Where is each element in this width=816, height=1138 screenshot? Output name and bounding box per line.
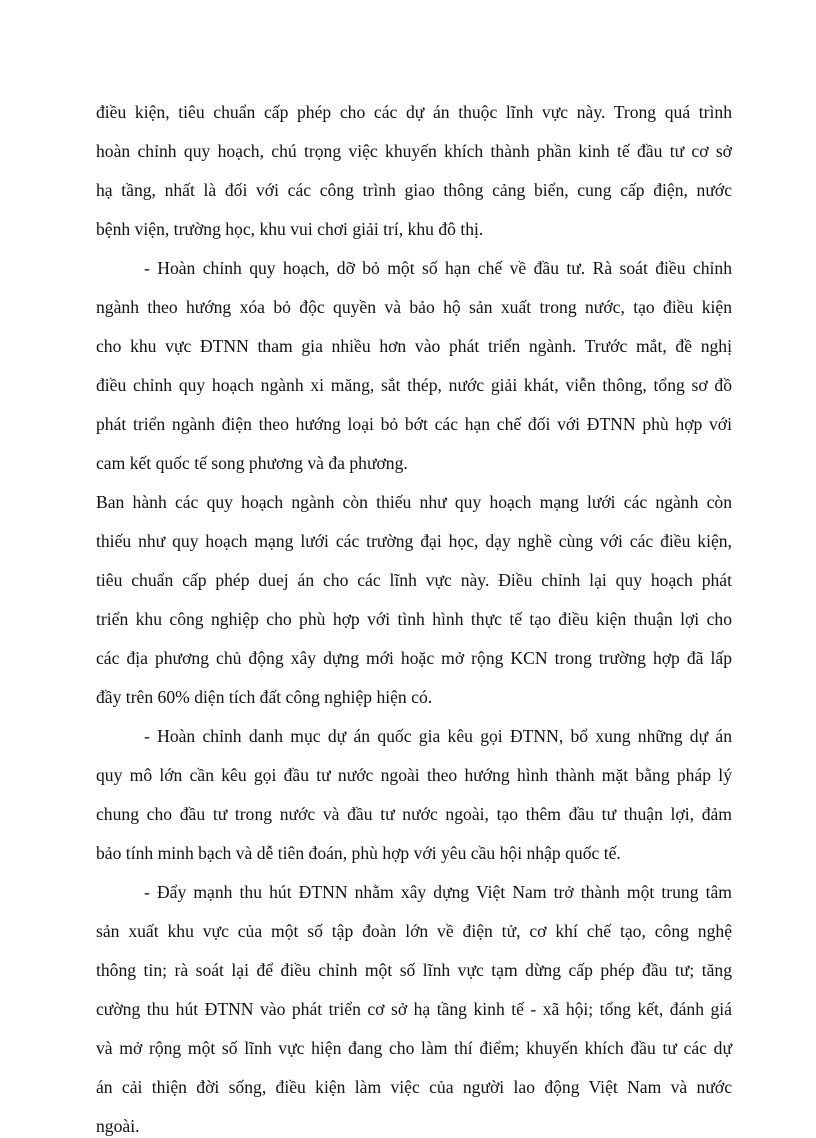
paragraph-line: và mở rộng một số lĩnh vực hiện đang cho làm thí điểm; khuyến khích đầu tư các dự (96, 1038, 732, 1058)
paragraph-line: ngoài. (96, 1116, 140, 1136)
paragraph-line: cường thu hút ĐTNN vào phát triển cơ sở hạ tầng kinh tế - xã hội; tổng kết, đánh giá (96, 999, 732, 1019)
paragraph-line: - Hoàn chỉnh quy hoạch, dỡ bỏ một số hạn chế về đầu tư. Rà soát điều chỉnh (144, 258, 732, 278)
paragraph-line: ngành theo hướng xóa bỏ độc quyền và bảo hộ sản xuất trong nước, tạo điều kiện (96, 297, 732, 317)
paragraph-line: các địa phương chủ động xây dựng mới hoặc mở rộng KCN trong trường hợp đã lấp (96, 648, 732, 668)
paragraph-line: đầy trên 60% diện tích đất công nghiệp hiện có. (96, 687, 433, 707)
paragraph-line: bệnh viện, trường học, khu vui chơi giải trí, khu đô thị. (96, 219, 484, 239)
paragraph-line: quy mô lớn cần kêu gọi đầu tư nước ngoài theo hướng hình thành mặt bằng pháp lý (96, 765, 732, 785)
paragraph-line: hạ tầng, nhất là đối với các công trình giao thông cảng biển, cung cấp điện, nước (96, 180, 732, 200)
paragraph-line: cho khu vực ĐTNN tham gia nhiều hơn vào phát triển ngành. Trước mắt, đề nghị (96, 336, 732, 356)
paragraph-line: án cải thiện đời sống, điều kiện làm việc của người lao động Việt Nam và nước (96, 1077, 732, 1097)
paragraph-line: thiếu như quy hoạch mạng lưới các trường đại học, dạy nghề cùng với các điều kiện, (96, 531, 732, 551)
paragraph-line: phát triển ngành điện theo hướng loại bỏ bớt các hạn chế đối với ĐTNN phù hợp với (96, 414, 732, 434)
paragraph-line: thông tin; rà soát lại để điều chỉnh một số lĩnh vực tạm dừng cấp phép đầu tư; tăng (96, 960, 732, 980)
paragraph-line: Ban hành các quy hoạch ngành còn thiếu như quy hoạch mạng lưới các ngành còn (96, 492, 732, 512)
paragraph-line: triển khu công nghiệp cho phù hợp với tình hình thực tế tạo điều kiện thuận lợi cho (96, 609, 732, 629)
paragraph-line: điều kiện, tiêu chuẩn cấp phép cho các dự án thuộc lĩnh vực này. Trong quá trình (96, 102, 732, 122)
paragraph-line: - Hoàn chỉnh danh mục dự án quốc gia kêu gọi ĐTNN, bổ xung những dự án (144, 726, 732, 746)
paragraph-line: bảo tính minh bạch và dễ tiên đoán, phù hợp với yêu cầu hội nhập quốc tế. (96, 843, 621, 863)
paragraph-line: - Đẩy mạnh thu hút ĐTNN nhằm xây dựng Việt Nam trở thành một trung tâm (144, 882, 732, 902)
paragraph-line: hoàn chỉnh quy hoạch, chú trọng việc khuyến khích thành phần kinh tế đầu tư cơ sở (96, 141, 732, 161)
paragraph-line: điều chỉnh quy hoạch ngành xi măng, sắt thép, nước giải khát, viễn thông, tổng sơ đồ (96, 375, 732, 395)
paragraph-line: cam kết quốc tế song phương và đa phương. (96, 453, 408, 473)
paragraph-line: tiêu chuẩn cấp phép duej án cho các lĩnh vực này. Điều chỉnh lại quy hoạch phát (96, 570, 732, 590)
paragraph-line: chung cho đầu tư trong nước và đầu tư nước ngoài, tạo thêm đầu tư thuận lợi, đảm (96, 804, 732, 824)
paragraph-line: sản xuất khu vực của một số tập đoàn lớn về điện tử, cơ khí chế tạo, công nghệ (96, 921, 732, 941)
